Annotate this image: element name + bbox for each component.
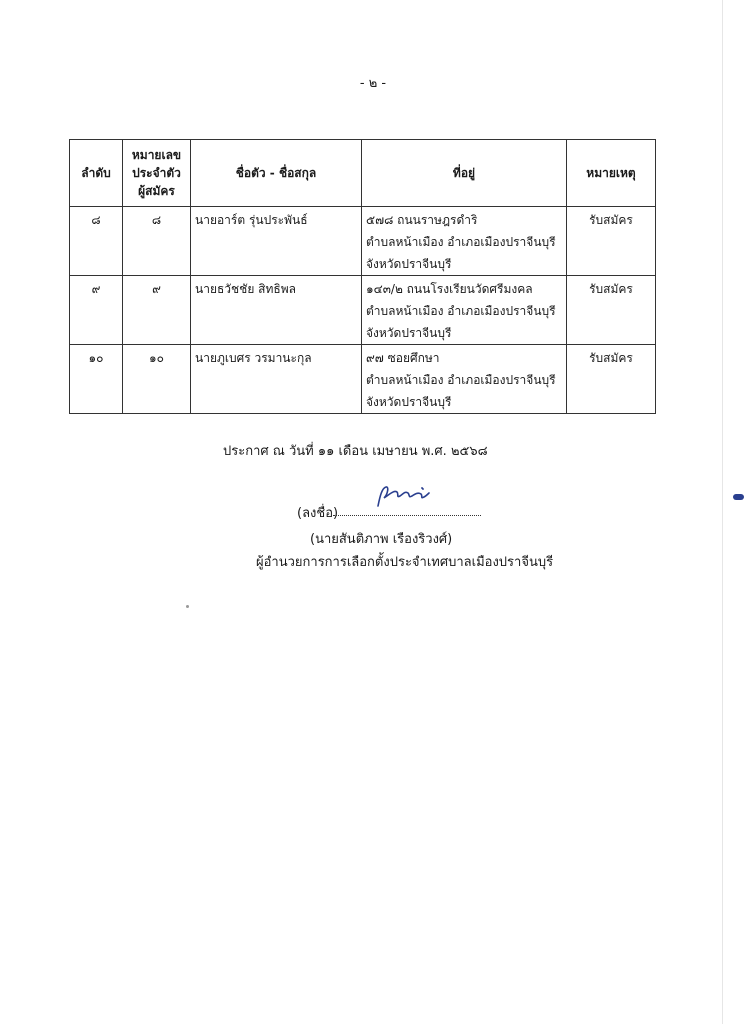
cell-remark: รับสมัคร xyxy=(567,345,656,414)
handwritten-signature xyxy=(372,484,432,510)
cell-candidate-id: ๙ xyxy=(123,276,191,345)
cell-order: ๙ xyxy=(70,276,123,345)
signer-title: ผู้อำนวยการการเลือกตั้งประจำเทศบาลเมืองปราจีนบุรี xyxy=(256,555,554,570)
signer-name: (นายสันติภาพ เรืองริวงศ์) xyxy=(310,532,453,547)
cell-remark: รับสมัคร xyxy=(567,276,656,345)
address-line: ๙๗ ซอยศึกษา xyxy=(366,351,440,365)
header-address: ที่อยู่ xyxy=(362,140,567,207)
address-line: ๑๔๓/๒ ถนนโรงเรียนวัดศรีมงคล xyxy=(366,282,533,296)
address-line: ตำบลหน้าเมือง อำเภอเมืองปราจีนบุรี xyxy=(366,373,556,387)
header-id-line2: ประจำตัว xyxy=(132,166,181,180)
cell-address xyxy=(362,345,567,414)
header-name: ชื่อตัว - ชื่อสกุล xyxy=(191,140,362,207)
page-number: - ๒ - xyxy=(359,76,387,91)
cell-candidate-id: ๑๐ xyxy=(123,345,191,414)
cell-candidate-id: ๘ xyxy=(123,207,191,276)
cell-name: นายธวัชชัย สิทธิพล xyxy=(191,276,362,345)
sign-label: (ลงชื่อ) xyxy=(297,506,339,521)
address-line: ๕๗๘ ถนนราษฎรดำริ xyxy=(366,213,478,227)
cell-order: ๑๐ xyxy=(70,345,123,414)
announcement-date: ประกาศ ณ วันที่ ๑๑ เดือน เมษายน พ.ศ. ๒๕๖๘ xyxy=(223,444,488,459)
scan-speck xyxy=(186,605,189,608)
address-line: จังหวัดปราจีนบุรี xyxy=(366,326,452,340)
cell-address xyxy=(362,207,567,276)
header-id-line1: หมายเลข xyxy=(131,148,182,162)
cell-name: นายภูเบศร วรมานะกุล xyxy=(191,345,362,414)
header-id-line3: ผู้สมัคร xyxy=(138,184,175,198)
signature-dotted-line xyxy=(333,515,481,516)
address-line: ตำบลหน้าเมือง อำเภอเมืองปราจีนบุรี xyxy=(366,304,556,318)
table-row xyxy=(70,207,656,276)
header-order: ลำดับ xyxy=(70,140,123,207)
page-edge xyxy=(722,0,723,1024)
margin-ink-mark xyxy=(733,494,744,500)
address-line: จังหวัดปราจีนบุรี xyxy=(366,395,452,409)
cell-remark: รับสมัคร xyxy=(567,207,656,276)
cell-address xyxy=(362,276,567,345)
address-line: จังหวัดปราจีนบุรี xyxy=(366,257,452,271)
address-line: ตำบลหน้าเมือง อำเภอเมืองปราจีนบุรี xyxy=(366,235,556,249)
header-remark: หมายเหตุ xyxy=(567,140,656,207)
candidate-table xyxy=(69,139,656,414)
cell-name: นายอาร์ต รุ่นประพันธ์ xyxy=(191,207,362,276)
table-row xyxy=(70,276,656,345)
table-row xyxy=(70,345,656,414)
cell-order: ๘ xyxy=(70,207,123,276)
table-header-row xyxy=(70,140,656,207)
header-candidate-id xyxy=(123,140,191,207)
